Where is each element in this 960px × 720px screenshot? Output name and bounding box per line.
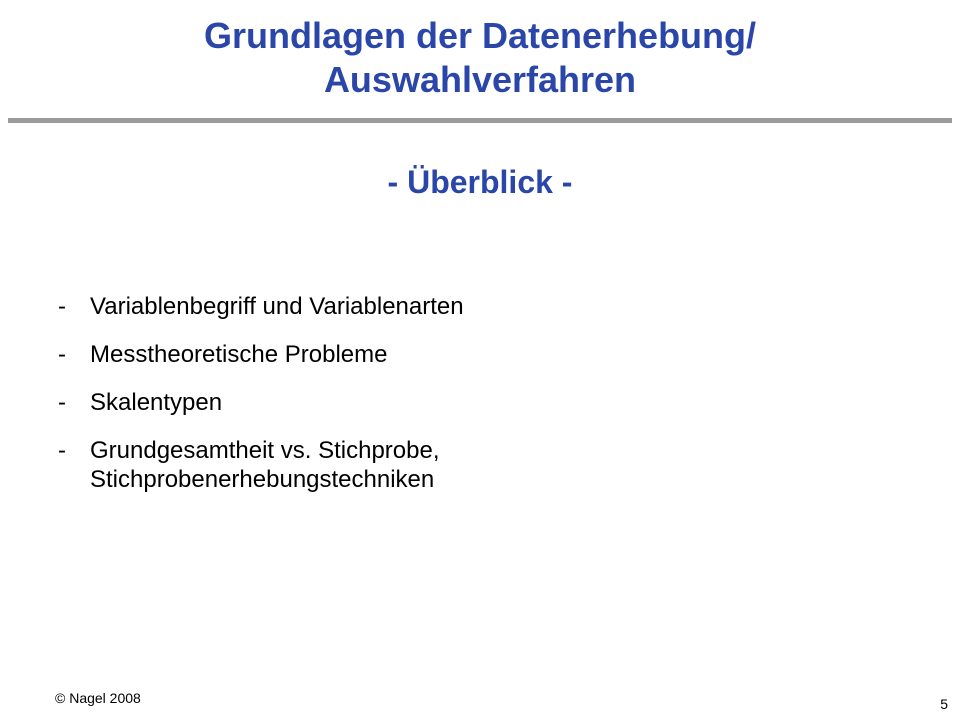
list-item-line: Skalentypen (90, 389, 223, 416)
topic-list (58, 292, 898, 513)
list-item-line: Stichprobenerhebungstechniken (90, 466, 435, 493)
list-item-text (90, 340, 387, 369)
list-item-line: Variablenbegriff und Variablenarten (90, 293, 464, 320)
list-item (58, 340, 898, 369)
list-item-line: Grundgesamtheit vs. Stichprobe, (90, 437, 440, 464)
footer-copyright: © Nagel 2008 (55, 690, 141, 706)
list-dash: - (58, 341, 66, 368)
page-number: 5 (940, 696, 948, 712)
list-item-text (90, 436, 440, 494)
list-item (58, 292, 898, 321)
list-dash: - (58, 437, 66, 464)
list-item-text (90, 292, 464, 321)
slide-subtitle: - Überblick - (387, 164, 573, 200)
title-divider (8, 118, 952, 123)
list-dash: - (58, 389, 66, 416)
slide-title-line-1: Grundlagen der Datenerhebung/ (203, 15, 757, 56)
list-item (58, 436, 898, 494)
list-item-line: Messtheoretische Probleme (90, 341, 388, 368)
slide-title (40, 14, 920, 102)
list-item (58, 388, 898, 417)
list-dash: - (58, 293, 66, 320)
list-item-text (90, 388, 222, 417)
slide-title-line-2: Auswahlverfahren (323, 59, 637, 100)
